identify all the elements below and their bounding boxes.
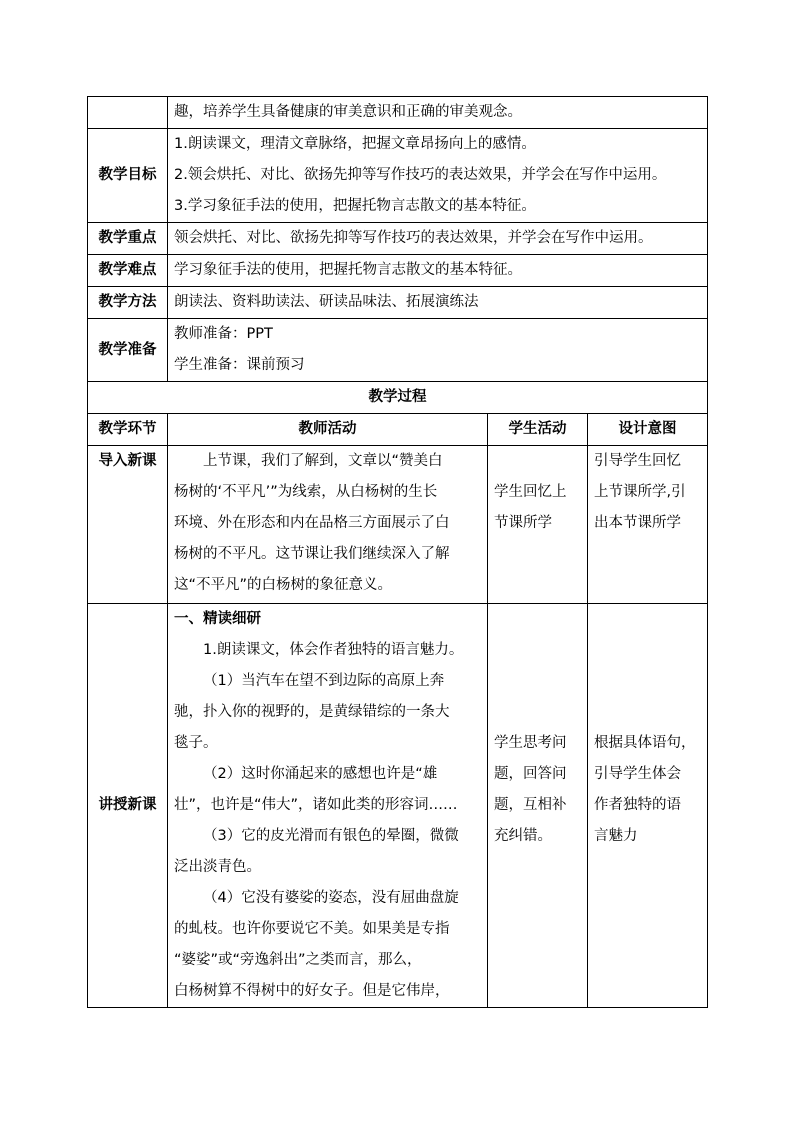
intro-design-line: 上节课所学,引 [594, 484, 686, 500]
lecture-student-line: 题，互相补 [494, 797, 567, 813]
intro-teacher-line: 杨树的‘不平凡’”为线索，从白杨树的生长 [174, 484, 438, 500]
lecture-stage: 讲授新课 [88, 604, 168, 1008]
preparation-row [88, 319, 708, 382]
lecture-teacher-line: 泛出淡青色。 [174, 859, 261, 875]
intro-teacher-activity [168, 446, 488, 604]
intro-student-activity [488, 446, 588, 604]
objective-item: 1.朗读课文，理清文章脉络，把握文章昂扬向上的感情。 [174, 136, 536, 152]
intro-teacher-line: 上节课，我们了解到，文章以“赞美白 [203, 453, 443, 469]
lecture-teacher-line: 毯子。 [174, 735, 218, 751]
intro-design-line: 出本节课所学 [594, 515, 681, 531]
preparation-content [168, 319, 708, 382]
lecture-teacher-line: 1.朗读课文，体会作者独特的语言魅力。 [203, 642, 464, 658]
aesthetic-goal-continuation-row [88, 97, 708, 129]
intro-row [88, 446, 708, 604]
intro-teacher-line: 环境、外在形态和内在品格三方面展示了白 [174, 515, 450, 531]
lecture-row [88, 604, 708, 1008]
lecture-design-line: 作者独特的语 [594, 797, 681, 813]
lecture-teacher-activity [168, 604, 488, 1008]
objective-item: 2.领会烘托、对比、欲扬先抑等写作技巧的表达效果，并学会在写作中运用。 [174, 167, 667, 183]
preparation-label: 教学准备 [88, 319, 168, 382]
lecture-student-line: 学生思考问 [494, 735, 567, 751]
header-stage: 教学环节 [88, 414, 168, 446]
intro-teacher-line: 这“不平凡”的白杨树的象征意义。 [174, 577, 393, 593]
lecture-student-line: 题，回答问 [494, 766, 567, 782]
lecture-student-line: 充纠错。 [494, 828, 552, 844]
lecture-student-activity [488, 604, 588, 1008]
lecture-teacher-line: 驰，扑入你的视野的，是黄绿错综的一条大 [174, 704, 450, 720]
lecture-teacher-line: （2）这时你涌起来的感想也许是“雄 [203, 766, 438, 782]
aesthetic-goal-continuation: 趣，培养学生具备健康的审美意识和正确的审美观念。 [168, 97, 708, 129]
header-teacher-activity: 教师活动 [168, 414, 488, 446]
methods-text: 朗读法、资料助读法、研读品味法、拓展演练法 [168, 287, 708, 319]
objective-item: 3.学习象征手法的使用，把握托物言志散文的基本特征。 [174, 198, 536, 214]
key-point-row [88, 223, 708, 255]
objectives-content [168, 129, 708, 223]
process-title-row [88, 382, 708, 414]
lecture-teacher-line: 的虬枝。也许你要说它不美。如果美是专指 [174, 921, 450, 937]
intro-stage: 导入新课 [88, 446, 168, 604]
difficulty-text: 学习象征手法的使用，把握托物言志散文的基本特征。 [168, 255, 708, 287]
lecture-teacher-line: （1）当汽车在望不到边际的高原上奔 [203, 673, 445, 689]
methods-row [88, 287, 708, 319]
intro-teacher-line: 杨树的不平凡。这节课让我们继续深入了解 [174, 546, 450, 562]
key-point-text: 领会烘托、对比、欲扬先抑等写作技巧的表达效果，并学会在写作中运用。 [168, 223, 708, 255]
key-point-label: 教学重点 [88, 223, 168, 255]
process-header-row [88, 414, 708, 446]
lesson-plan-table [87, 96, 708, 1008]
header-student-activity: 学生活动 [488, 414, 588, 446]
intro-design-line: 引导学生回忆 [594, 453, 681, 469]
lecture-design-intent [588, 604, 708, 1008]
teacher-preparation: 教师准备：PPT [174, 326, 273, 342]
lecture-design-line: 言魅力 [594, 828, 638, 844]
process-title: 教学过程 [88, 382, 708, 414]
lecture-section-title: 一、精读细研 [174, 611, 261, 627]
lecture-teacher-line: 白杨树算不得树中的好女子。但是它伟岸， [174, 983, 450, 999]
student-preparation: 学生准备：课前预习 [174, 357, 305, 373]
objectives-label: 教学目标 [88, 129, 168, 223]
lecture-teacher-line: （3）它的皮光滑而有银色的晕圈，微微 [203, 828, 459, 844]
methods-label: 教学方法 [88, 287, 168, 319]
header-design-intent: 设计意图 [588, 414, 708, 446]
objectives-row [88, 129, 708, 223]
lecture-teacher-line: “婆娑”或“旁逸斜出”之类而言，那么， [174, 952, 422, 968]
difficulty-row [88, 255, 708, 287]
difficulty-label: 教学难点 [88, 255, 168, 287]
lecture-teacher-line: （4）它没有婆娑的姿态，没有屈曲盘旋 [203, 890, 459, 906]
lecture-teacher-line: 壮”，也许是“伟大”，诸如此类的形容词…… [174, 797, 458, 813]
intro-design-intent [588, 446, 708, 604]
lecture-design-line: 引导学生体会 [594, 766, 681, 782]
lecture-design-line: 根据具体语句， [594, 735, 696, 751]
intro-student-line: 节课所学 [494, 515, 552, 531]
intro-student-line: 学生回忆上 [494, 484, 567, 500]
